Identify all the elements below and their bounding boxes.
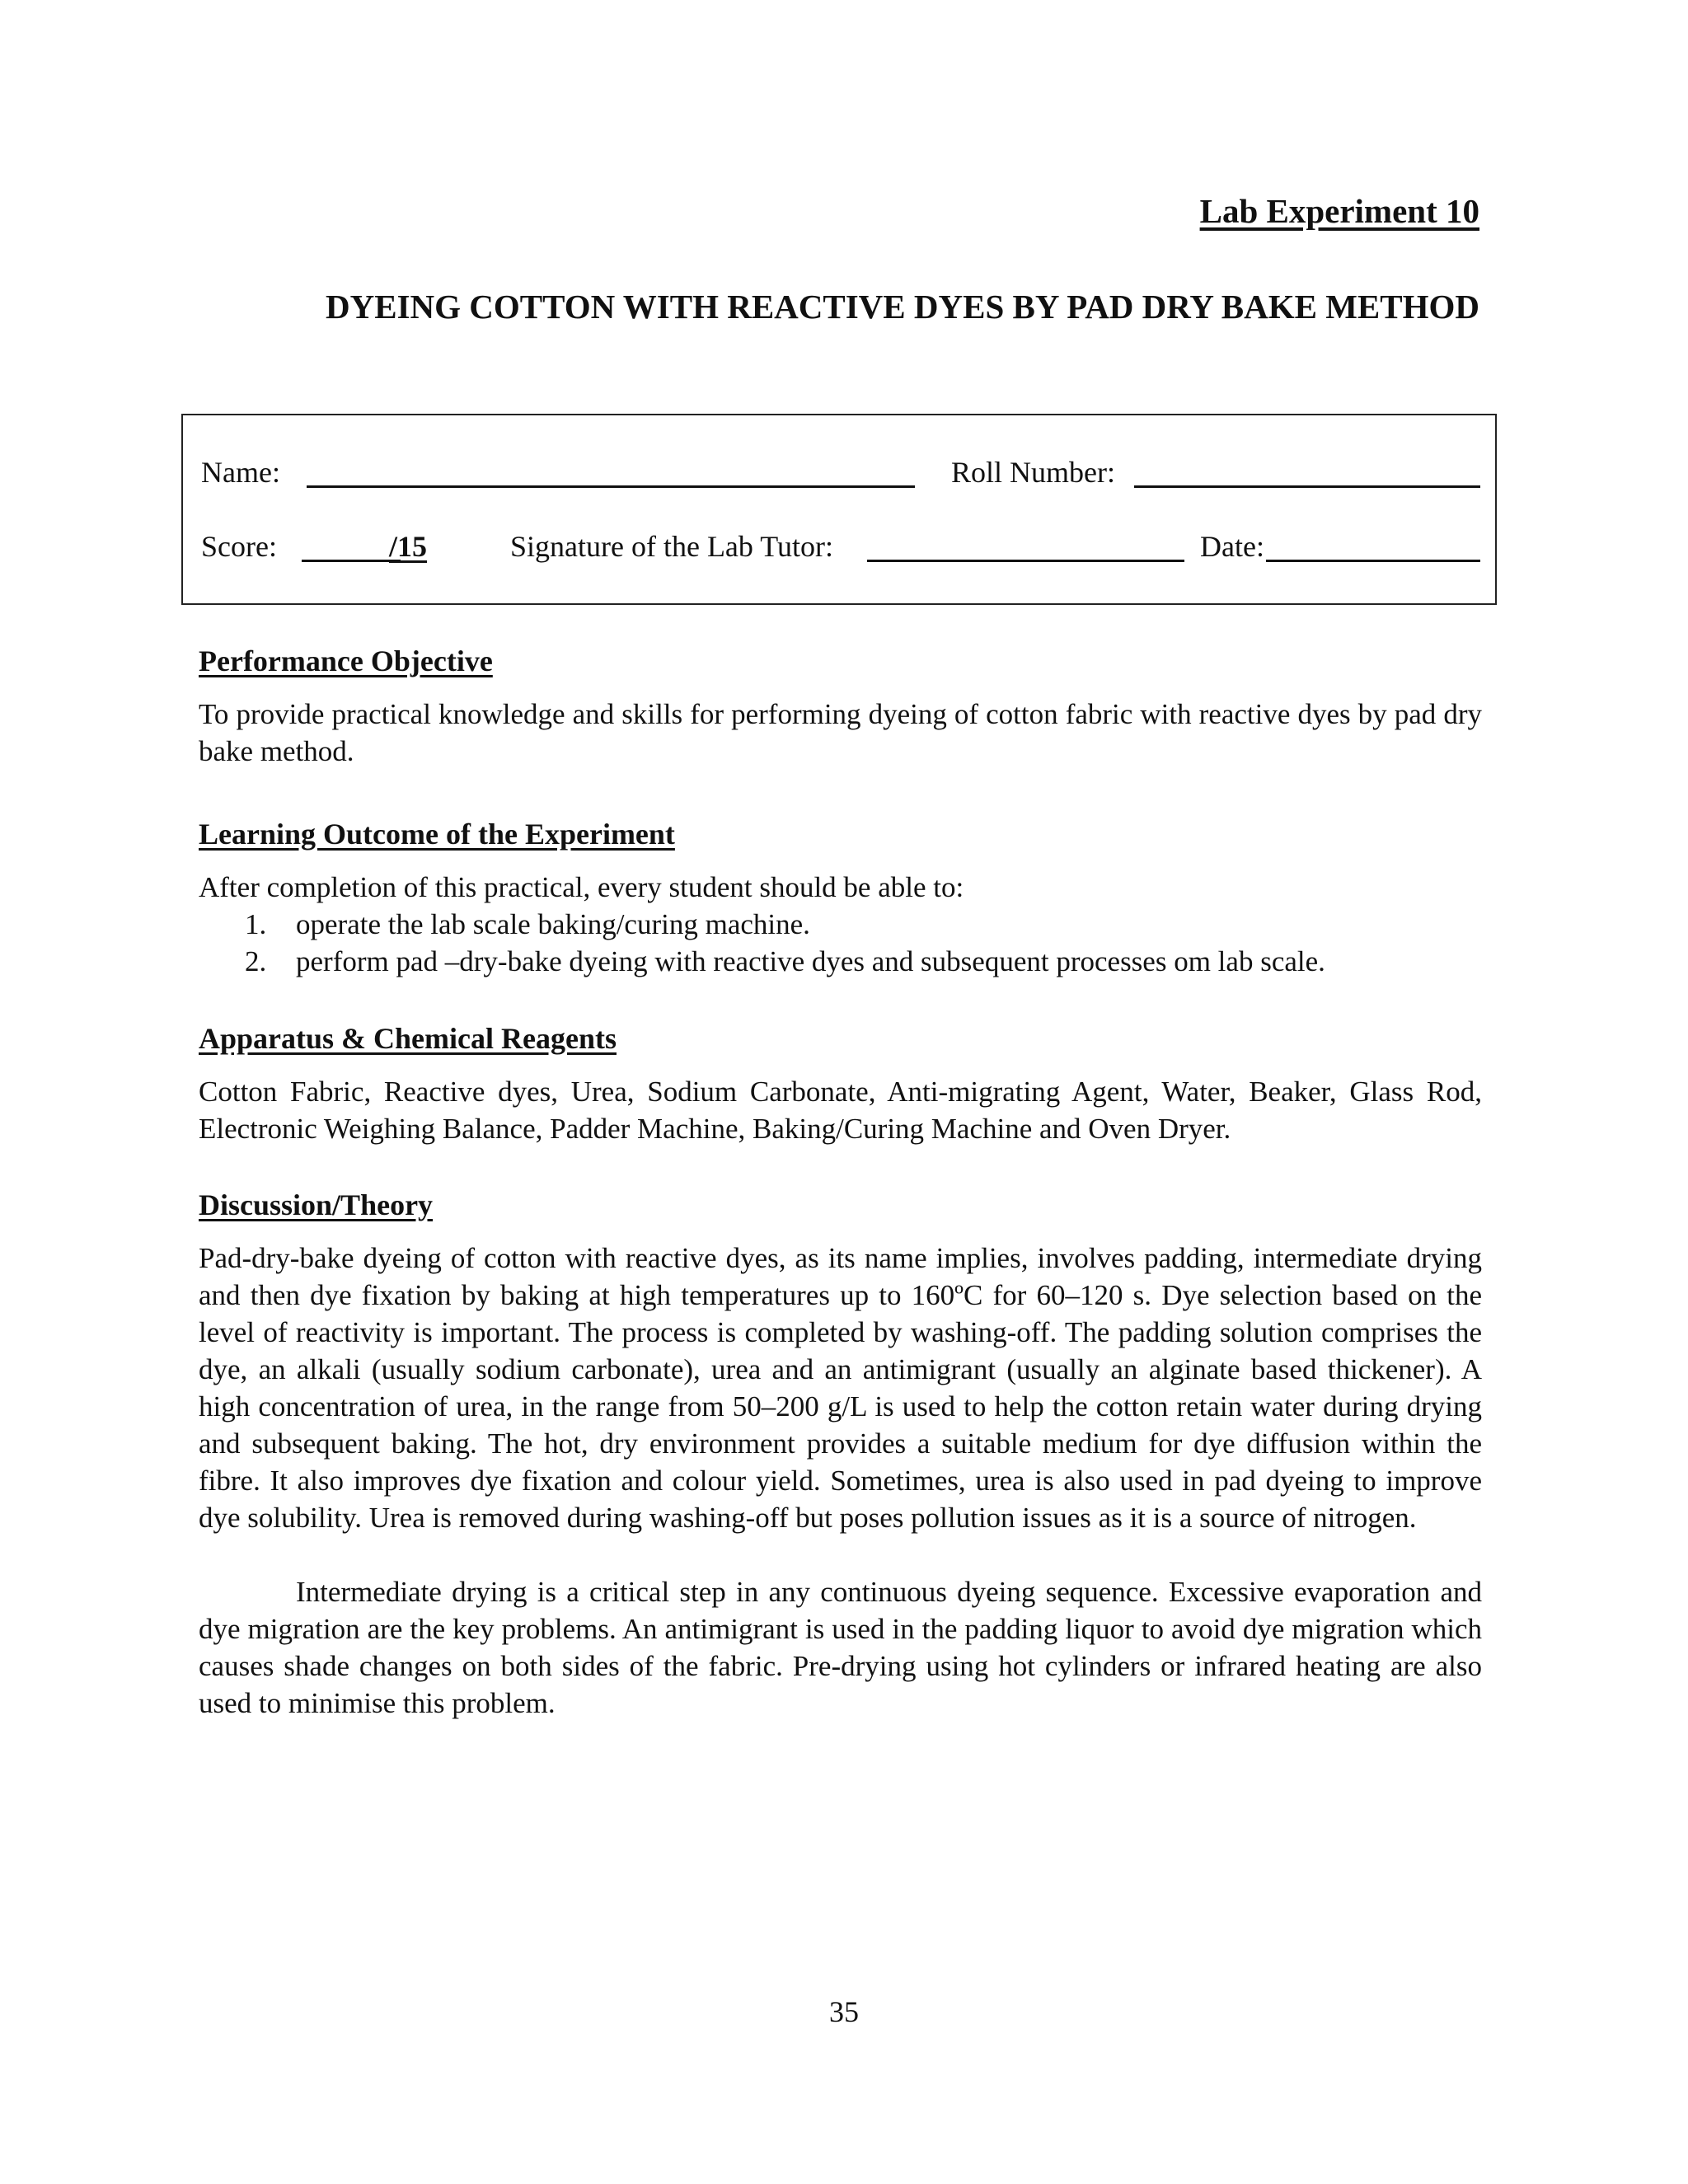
roll-number-label: Roll Number: — [951, 456, 1115, 489]
learning-outcome-section — [199, 816, 1482, 980]
outcome-list — [199, 906, 1482, 980]
section-intro: After completion of this practical, every student should be able to: — [199, 871, 964, 903]
score-total: /15 — [389, 530, 428, 563]
section-heading: Performance Objective — [199, 644, 493, 677]
section-text: Cotton Fabric, Reactive dyes, Urea, Sodium Carbonate, Anti-migrating Agent, Water, Beaker, Glass Rod, Electronic Weighing Balance, Padder Machine, Baking/Curing Machine and Oven Dryer. — [199, 1076, 1482, 1145]
student-info-box — [181, 414, 1497, 605]
date-field[interactable] — [1266, 560, 1480, 562]
score-field[interactable] — [302, 560, 401, 562]
section-heading: Discussion/Theory — [199, 1188, 434, 1221]
score-label: Score: — [201, 530, 277, 563]
info-row-name — [201, 455, 1464, 494]
name-label: Name: — [201, 456, 280, 489]
discussion-theory-section — [199, 1187, 1482, 1722]
list-item — [199, 906, 1482, 943]
experiment-number: Lab Experiment 10 — [1199, 192, 1479, 230]
performance-objective-section — [199, 643, 1482, 770]
signature-label: Signature of the Lab Tutor: — [510, 530, 833, 563]
section-heading: Learning Outcome of the Experiment — [199, 818, 675, 851]
list-number: 1. — [245, 908, 267, 940]
date-label: Date: — [1200, 530, 1264, 563]
signature-field[interactable] — [867, 560, 1184, 562]
theory-paragraph-2: Intermediate drying is a critical step in any continuous dyeing sequence. Excessive evaporation and dye migration are the key problems. An antimigrant is used in the padding liquor to avoid dye migration which causes shade changes on both sides of the fabric. Pre-drying using hot cylinders or infrared heating are also used to minimise this problem. — [199, 1576, 1482, 1719]
list-text: perform pad –dry-bake dyeing with reactive dyes and subsequent processes om lab scale. — [296, 945, 1325, 977]
section-heading: Apparatus & Chemical Reagents — [199, 1022, 617, 1055]
roll-number-field[interactable] — [1134, 485, 1480, 488]
section-text: To provide practical knowledge and skills for performing dyeing of cotton fabric with reactive dyes by pad dry bake method. — [199, 698, 1482, 767]
page-title: DYEING COTTON WITH REACTIVE DYES BY PAD DRY BAKE METHOD — [326, 288, 1479, 326]
name-field[interactable] — [307, 485, 915, 488]
list-number: 2. — [245, 945, 267, 977]
info-row-score — [201, 529, 1464, 569]
theory-paragraph-1: Pad-dry-bake dyeing of cotton with reactive dyes, as its name implies, involves padding, intermediate drying and then dye fixation by baking at high temperatures up to 160ºC for 60–120 s. Dye selection based on the level of reactivity is important. The process is completed by washing-off. The padding solution comprises the dye, an alkali (usually sodium carbonate), urea and an antimigrant (usually an alginate based thickener). A high concentration of urea, in the range from 50–200 g/L is used to help the cotton retain water during drying and subsequent baking. The hot, dry environment provides a suitable medium for dye diffusion within the fibre. It also improves dye fixation and colour yield. Sometimes, urea is also used in pad dyeing to improve dye solubility. Urea is removed during washing-off but poses pollution issues as it is a source of nitrogen. — [199, 1242, 1482, 1534]
page-number: 35 — [829, 1995, 859, 2028]
list-item — [199, 943, 1482, 980]
apparatus-section — [199, 1020, 1482, 1147]
list-text: operate the lab scale baking/curing machine. — [296, 908, 810, 940]
